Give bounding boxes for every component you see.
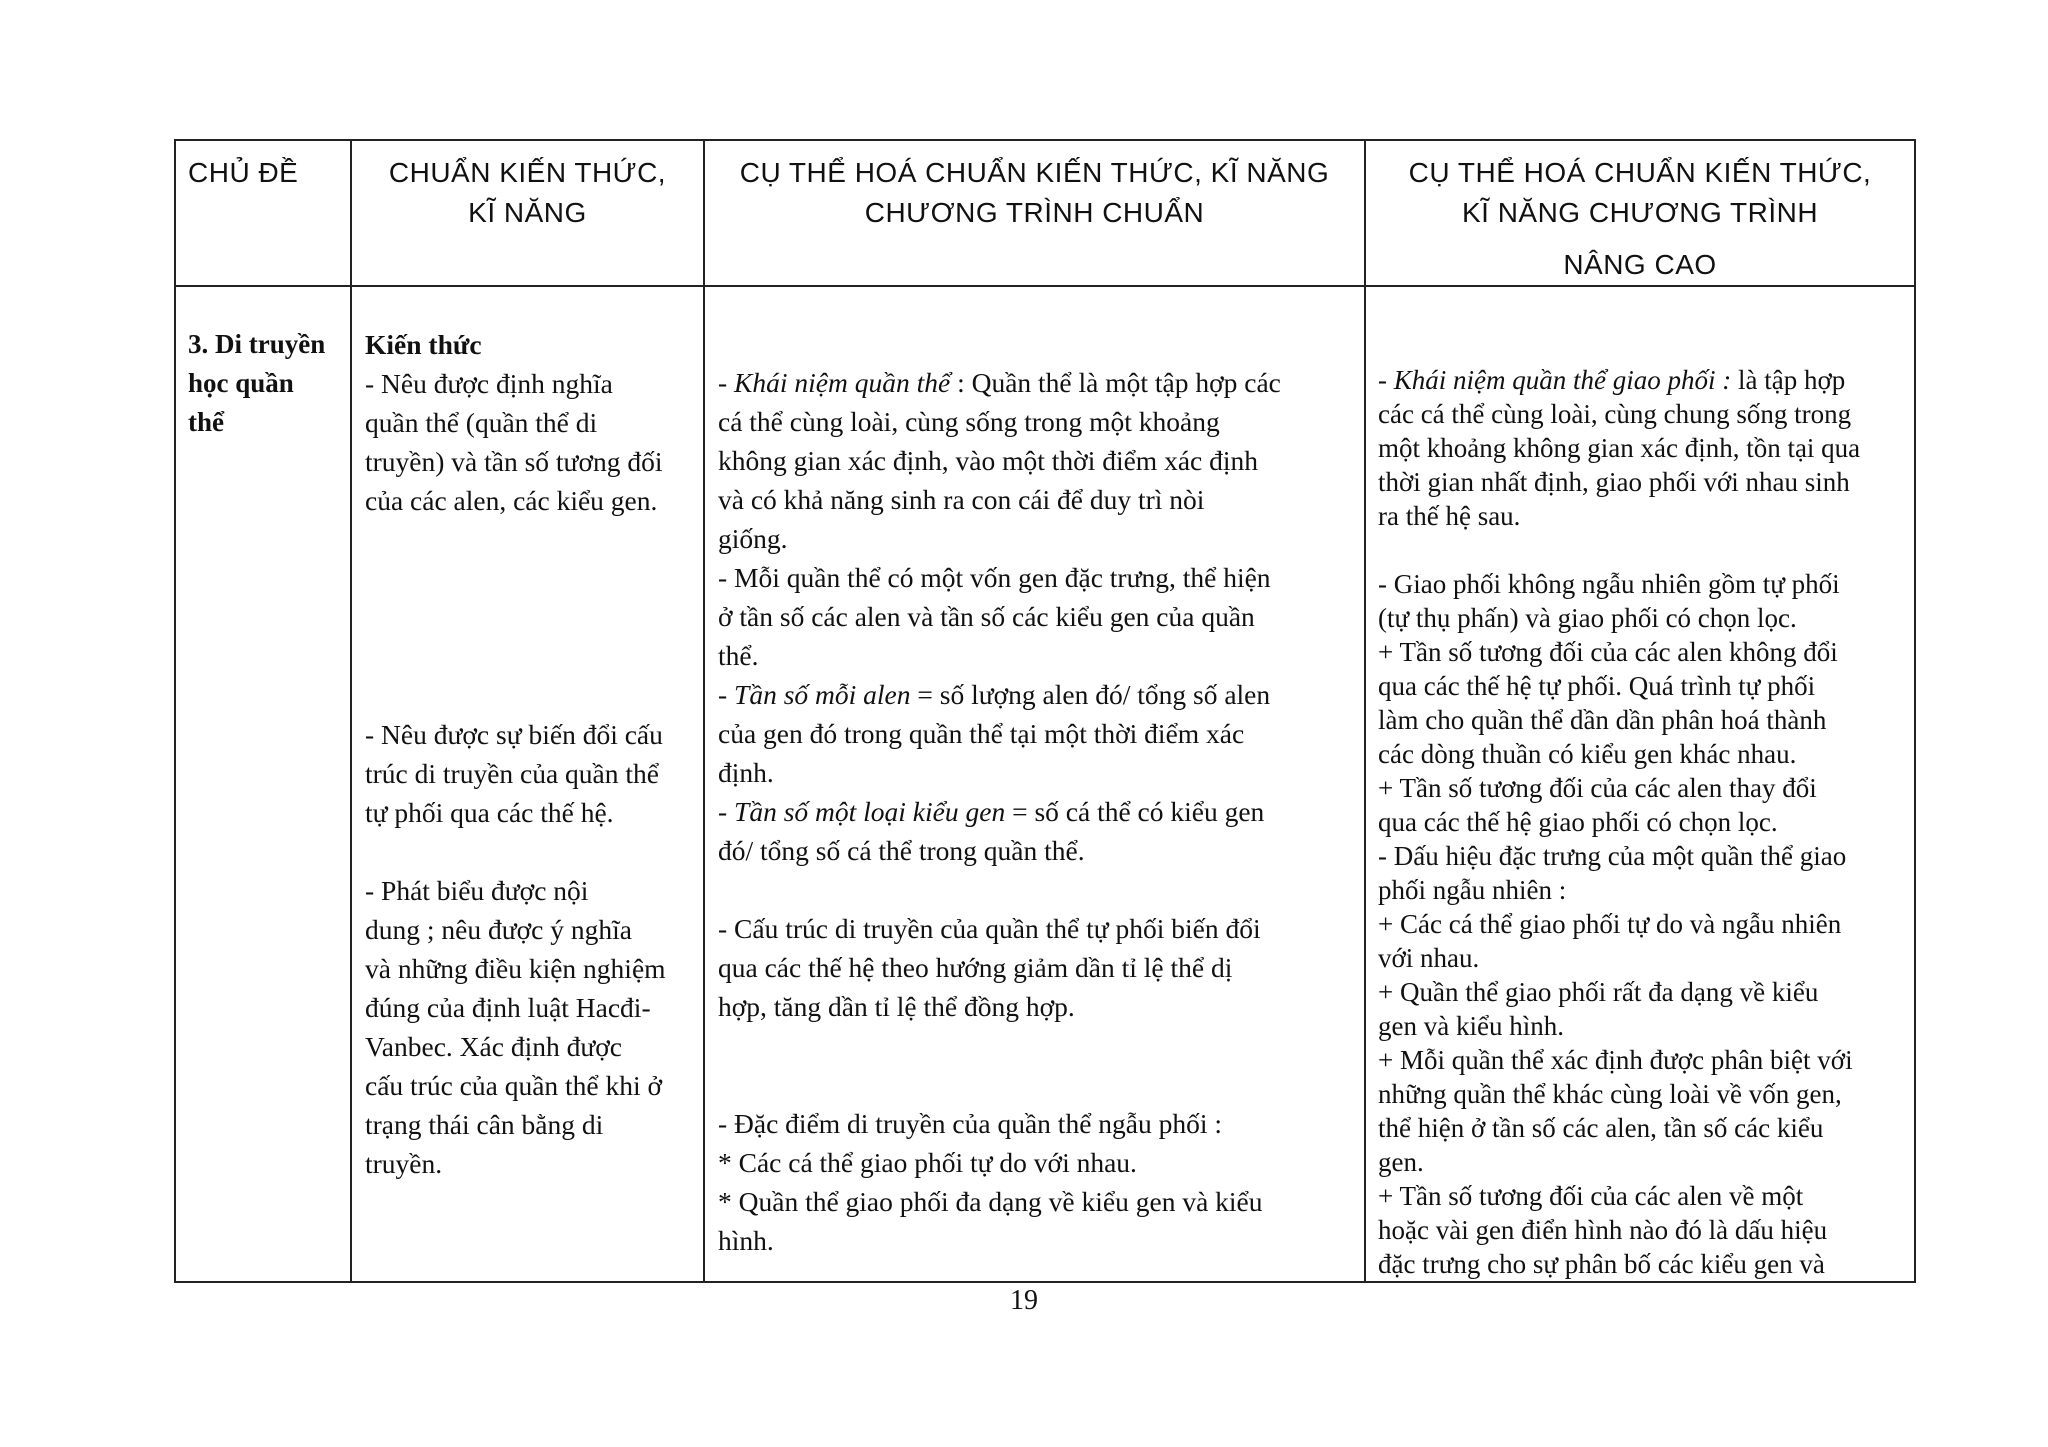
text-line: - Nêu được định nghĩa <box>365 368 613 399</box>
text-line: gen. <box>1378 1147 1424 1177</box>
header-advanced-line1: CỤ THỂ HOÁ CHUẨN KIẾN THỨC, <box>1408 157 1872 188</box>
text-line: một khoảng không gian xác định, tồn tại qua <box>1378 433 1861 463</box>
text-line: những quần thể khác cùng loài về vốn gen, <box>1378 1079 1842 1109</box>
text-line: gen và kiểu hình. <box>1378 1011 1564 1041</box>
text-line: phối ngẫu nhiên : <box>1378 875 1567 905</box>
topic-line: 3. Di truyền <box>188 329 326 359</box>
allele-frequency-lines <box>718 714 1352 792</box>
header-topic-label: CHỦ ĐỀ <box>188 157 299 188</box>
text-line: (tự thụ phấn) và giao phối có chọn lọc. <box>1378 603 1797 633</box>
advanced-definition <box>1378 363 1902 397</box>
text-line: không gian xác định, vào một thời điểm xác định <box>718 445 1258 476</box>
text-line: thời gian nhất định, giao phối với nhau sinh <box>1378 467 1850 497</box>
topic-cell <box>175 286 351 1282</box>
text-line: tự phối qua các thế hệ. <box>365 797 614 828</box>
text-line: + Quần thể giao phối rất đa dạng về kiểu <box>1378 977 1819 1007</box>
text-line: định. <box>718 757 774 788</box>
text-line: hợp, tăng dần tỉ lệ thể đồng hợp. <box>718 991 1075 1022</box>
advanced-program-cell <box>1365 286 1915 1282</box>
text-line: - Mỗi quần thể có một vốn gen đặc trưng, thể hiện <box>718 562 1271 593</box>
text-line: thể. <box>718 640 759 671</box>
standard-cell <box>351 286 704 1282</box>
text-line: ở tần số các alen và tần số các kiểu gen của quần <box>718 601 1255 632</box>
advanced-definition-lines <box>1378 397 1902 533</box>
allele-frequency-label: - Tần số mỗi alen <box>718 679 911 710</box>
text-line: của các alen, các kiểu gen. <box>365 485 658 516</box>
header-basic-line1: CỤ THỂ HOÁ CHUẨN KIẾN THỨC, KĨ NĂNG <box>739 157 1330 188</box>
text-line: truyền. <box>365 1148 443 1179</box>
text-line: đó/ tổng số cá thể trong quần thể. <box>718 835 1085 866</box>
text-line: cá thể cùng loài, cùng sống trong một khoảng <box>718 406 1220 437</box>
advanced-details <box>1378 567 1902 1281</box>
basic-random-mating <box>718 1104 1352 1260</box>
text-line: - Nêu được sự biến đổi cấu <box>365 719 663 750</box>
text-line: + Tần số tương đối của các alen về một <box>1378 1181 1804 1211</box>
text-line: dung ; nêu được ý nghĩa <box>365 914 632 945</box>
header-advanced-line2: KĨ NĂNG CHƯƠNG TRÌNH <box>1461 197 1819 228</box>
text-line: các dòng thuần có kiểu gen khác nhau. <box>1378 739 1797 769</box>
header-basic <box>704 140 1365 286</box>
text-line: đúng của định luật Hacđi- <box>365 992 651 1023</box>
text-line: + Mỗi quần thể xác định được phân biệt với <box>1378 1045 1853 1075</box>
genotype-frequency-lines <box>718 831 1352 870</box>
text-line: trúc di truyền của quần thể <box>365 758 659 789</box>
basic-definition <box>718 363 1352 402</box>
advanced-definition-label: - Khái niệm quần thể giao phối : <box>1378 365 1732 395</box>
knowledge-heading: Kiến thức <box>365 329 482 360</box>
text-line: qua các thế hệ giao phối có chọn lọc. <box>1378 807 1778 837</box>
basic-genepool <box>718 558 1352 675</box>
basic-selfing-structure <box>718 909 1352 1026</box>
basic-definition-lines <box>718 402 1352 558</box>
basic-allele-frequency <box>718 675 1352 714</box>
basic-definition-text: : Quần thể là một tập hợp các <box>950 367 1281 398</box>
basic-genotype-frequency <box>718 792 1352 831</box>
text-line: Vanbec. Xác định được <box>365 1031 622 1062</box>
text-line: và những điều kiện nghiệm <box>365 953 666 984</box>
standard-item-definition <box>365 364 693 520</box>
text-line: * Quần thể giao phối đa dạng về kiểu gen và kiểu <box>718 1186 1263 1217</box>
basic-definition-label: - Khái niệm quần thể <box>718 367 951 398</box>
text-line: - Giao phối không ngẫu nhiên gồm tự phối <box>1378 569 1840 599</box>
text-line: - Dấu hiệu đặc trưng của một quần thể giao <box>1378 841 1847 871</box>
text-line: + Các cá thể giao phối tự do và ngẫu nhiên <box>1378 909 1842 939</box>
topic-line: học quần <box>188 368 294 398</box>
text-line: cấu trúc của quần thể khi ở <box>365 1070 663 1101</box>
text-line: - Cấu trúc di truyền của quần thể tự phối biến đổi <box>718 913 1261 944</box>
advanced-definition-text: là tập hợp <box>1731 365 1846 395</box>
basic-program-cell <box>704 286 1365 1282</box>
allele-frequency-text: = số lượng alen đó/ tổng số alen <box>910 679 1271 710</box>
header-advanced <box>1365 140 1915 286</box>
topic-line: thể <box>188 407 224 437</box>
genotype-frequency-label: - Tần số một loại kiểu gen <box>718 796 1006 827</box>
text-line: quần thể (quần thể di <box>365 407 598 438</box>
header-topic <box>175 140 351 286</box>
text-line: + Tần số tương đối của các alen không đổi <box>1378 637 1838 667</box>
header-standard-line1: CHUẨN KIẾN THỨC, <box>388 157 667 188</box>
header-standard <box>351 140 704 286</box>
table-header-row <box>175 140 1915 286</box>
text-line: ra thế hệ sau. <box>1378 501 1521 531</box>
text-line: và có khả năng sinh ra con cái để duy trì nòi <box>718 484 1205 515</box>
text-line: * Các cá thể giao phối tự do với nhau. <box>718 1147 1137 1178</box>
text-line: của gen đó trong quần thể tại một thời điểm xác <box>718 718 1245 749</box>
table-content-row <box>175 286 1915 1282</box>
text-line: thể hiện ở tần số các alen, tần số các kiểu <box>1378 1113 1824 1143</box>
text-line: làm cho quần thể dần dần phân hoá thành <box>1378 705 1827 735</box>
text-line: các cá thể cùng loài, cùng chung sống trong <box>1378 399 1852 429</box>
header-standard-line2: KĨ NĂNG <box>468 197 587 228</box>
header-advanced-line3: NÂNG CAO <box>1563 249 1717 280</box>
text-line: đặc trưng cho sự phân bố các kiểu gen và <box>1378 1249 1825 1279</box>
text-line: qua các thế hệ tự phối. Quá trình tự phối <box>1378 671 1816 701</box>
page-number: 19 <box>1010 1285 1038 1316</box>
curriculum-table <box>174 139 1916 1283</box>
text-line: hình. <box>718 1225 774 1256</box>
text-line: trạng thái cân bằng di <box>365 1109 604 1140</box>
text-line: với nhau. <box>1378 943 1480 973</box>
header-basic-line2: CHƯƠNG TRÌNH CHUẨN <box>864 197 1205 228</box>
text-line: + Tần số tương đối của các alen thay đổi <box>1378 773 1817 803</box>
text-line: giống. <box>718 523 788 554</box>
standard-item-selfing <box>365 715 693 832</box>
text-line: - Phát biểu được nội <box>365 875 589 906</box>
standard-item-hardy-weinberg <box>365 871 693 1183</box>
text-line: truyền) và tần số tương đối <box>365 446 663 477</box>
text-line: hoặc vài gen điển hình nào đó là dấu hiệu <box>1378 1215 1828 1245</box>
text-line: qua các thế hệ theo hướng giảm dần tỉ lệ thể dị <box>718 952 1233 983</box>
text-line: - Đặc điểm di truyền của quần thể ngẫu phối : <box>718 1108 1223 1139</box>
genotype-frequency-text: = số cá thể có kiểu gen <box>1005 796 1265 827</box>
